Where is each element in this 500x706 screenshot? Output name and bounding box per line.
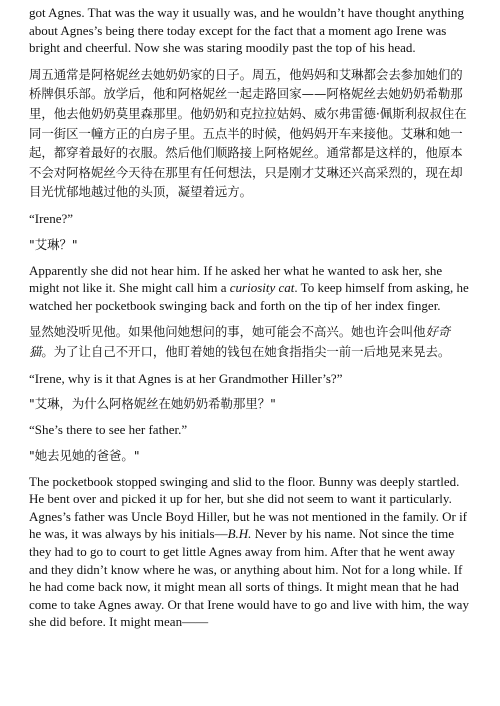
paragraph-zh-4: "艾琳，为什么阿格妮丝在她奶奶希勒那里？" [29, 396, 276, 412]
paragraph-en-6-italic: B.H. [227, 526, 252, 542]
paragraph-en-6-part-1: The pocketbook stopped swinging and slid to the floor. Bunny was deeply startled. He bent over and picked it up for her, but she did not seem to want it particularly. Agnes’s father was Uncle Boyd Hiller, but he was not mentioned in the family. Or if he was, it was always by his initials— [29, 473, 468, 542]
paragraph-zh-1: 周五通常是阿格妮丝去她奶奶家的日子。周五，他妈妈和艾琳都会去参加她们的桥牌俱乐部。放学后，他和阿格妮丝一起走路回家——阿格妮丝去她奶奶希勒那里，他去他奶奶莫里森那里。他奶奶和克拉拉姑妈、威尔弗雷德·佩斯利叔叔住在同一街区一幢方正的白房子里。五点半的时候，他妈妈开车来接他。艾琳和她一起，都穿着最好的衣服。然后他们顺路接上阿格妮丝。通常都是这样的，他原本不会对阿格妮丝今天待在那里有任何想法，只是刚才艾琳还兴高采烈的，现在却目光忧郁地越过他的头顶，凝望着远方。 [29, 66, 467, 200]
paragraph-en-6-part-2: Never by his name. Not since the time they had to go to court to get little Agnes away from him. After that he went away and they didn’t know where he was, or anything about him. Not for a long while. If he had come back now, it might mean all sorts of things. It might mean that he had come to take Agnes away. Or that Irene would have to go and live with him, the way she did before. It might mean—— [29, 526, 469, 630]
paragraph-en-6 [29, 473, 471, 631]
paragraph-en-1: got Agnes. That was the way it usually was, and he wouldn’t have thought anything about Agnes’s being there today except for the fact that a moment ago Irene was bright and cheerful. Now she was staring moodily past the top of his head. [29, 5, 464, 56]
paragraph-zh-3-italic: 好奇猫 [29, 324, 451, 359]
paragraph-en-3-italic: curiosity cat [229, 280, 295, 296]
paragraph-zh-3-part-1: 显然她没听见他。如果他问她想问的事，她可能会不高兴。她也许会叫他 [29, 324, 426, 340]
paragraph-zh-2: "艾琳？" [29, 236, 78, 252]
paragraph-en-2: “Irene?” [29, 210, 74, 226]
paragraph-en-3 [29, 262, 471, 315]
paragraph-en-5: “She’s there to see her father.” [29, 422, 188, 438]
paragraph-zh-3-part-2: 。为了让自己不开口，他盯着她的钱包在她食指指尖一前一后地晃来晃去。 [41, 343, 451, 359]
paragraph-en-3-part-2: . To keep himself from asking, he watched her pocketbook swinging back and forth on the tip of her index finger. [29, 280, 469, 313]
paragraph-zh-3 [29, 322, 471, 361]
paragraph-en-4: “Irene, why is it that Agnes is at her Grandmother Hiller’s?” [29, 370, 343, 386]
paragraph-zh-5: "她去见她的爸爸。" [29, 447, 140, 463]
paragraph-en-3-part-1: Apparently she did not hear him. If he asked her what he wanted to ask her, she might not like it. She might call him a [29, 262, 443, 296]
